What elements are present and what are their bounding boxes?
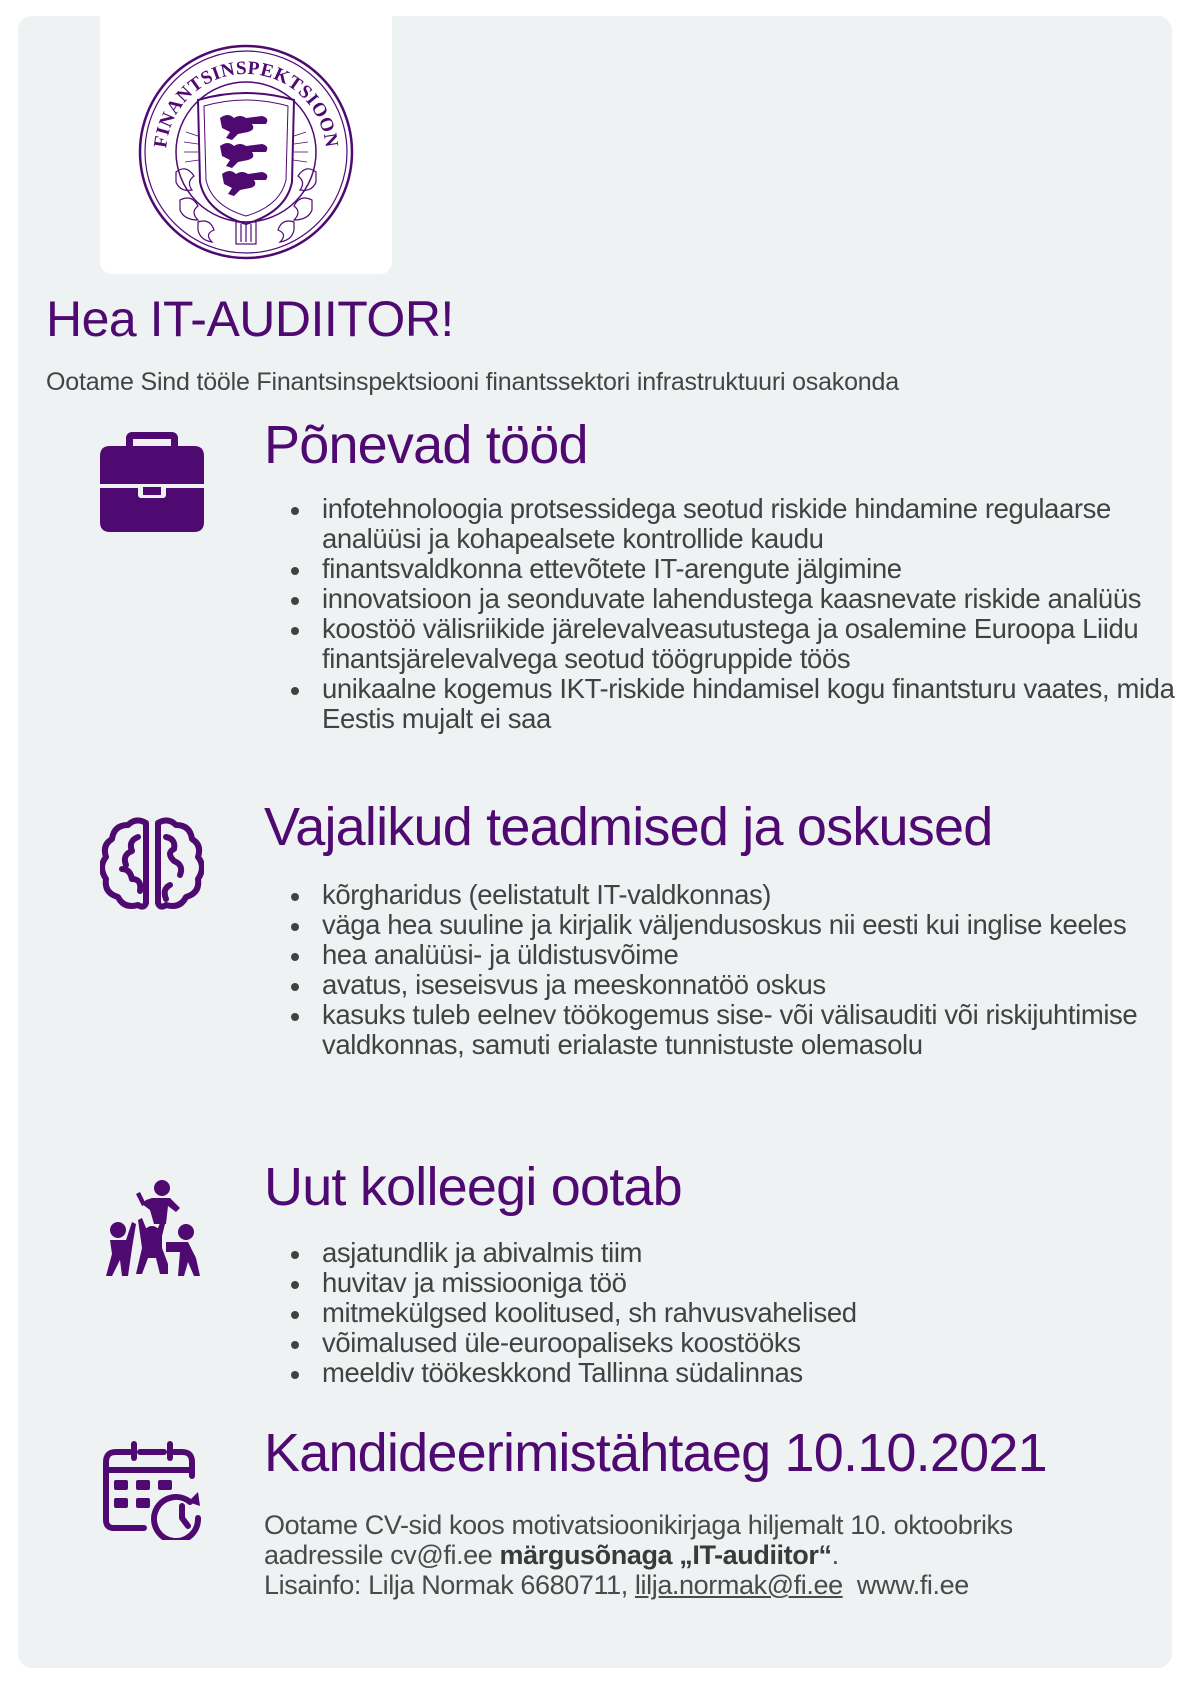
address-text: aadressile cv@fi.ee <box>264 1540 500 1570</box>
list-item: koostöö välisriikide järelevalveasutustega ja osalemine Euroopa Liidu finantsjärelevalvega seotud töögruppide töös <box>322 614 1182 674</box>
list-item: mitmekülgsed koolitused, sh rahvusvahelised <box>322 1298 1182 1328</box>
section-heading-interesting-work: Põnevad tööd <box>264 415 588 475</box>
section-icon-container <box>100 1176 204 1276</box>
list-item: innovatsioon ja seonduvate lahendustega kaasnevate riskide analüüs <box>322 584 1182 614</box>
finantsinspektsioon-seal-icon <box>136 42 356 262</box>
briefcase-icon <box>100 432 204 532</box>
contact-person-text: Lisainfo: Lilja Normak 6680711, <box>264 1570 635 1600</box>
page-title: Hea IT-AUDIITOR! <box>46 291 454 347</box>
keyword-text: märgusõnaga „IT-audiitor“ <box>499 1540 832 1570</box>
section-icon-container <box>100 1440 204 1540</box>
required-skills-list <box>264 880 1190 1060</box>
deadline-description <box>264 1510 1013 1600</box>
list-item: finantsvaldkonna ettevõtete IT-arengute jälgimine <box>322 554 1182 584</box>
list-item: väga hea suuline ja kirjalik väljendusoskus nii eesti kui inglise keeles <box>322 910 1190 940</box>
list-item: unikaalne kogemus IKT-riskide hindamisel kogu finantsturu vaates, mida Eestis mujalt ei saa <box>322 674 1182 734</box>
calendar-clock-icon <box>100 1440 204 1540</box>
section-heading-deadline: Kandideerimistähtaeg 10.10.2021 <box>264 1423 1047 1483</box>
deadline-line-1: Ootame CV-sid koos motivatsioonikirjaga hiljemalt 10. oktoobriks <box>264 1510 1013 1540</box>
brain-icon <box>100 815 204 915</box>
seal-ring-text: FINANTSINSPEKTSIOON <box>150 57 342 150</box>
contact-email-link[interactable]: lilja.normak@fi.ee <box>634 1570 843 1600</box>
section-icon-container <box>100 432 204 532</box>
team-people-icon <box>100 1176 204 1276</box>
section-heading-required-skills: Vajalikud teadmised ja oskused <box>264 797 993 857</box>
period-text: . <box>831 1540 839 1570</box>
deadline-line-3 <box>264 1570 1013 1600</box>
section-icon-container <box>100 815 204 915</box>
page-subtitle: Ootame Sind tööle Finantsinspektsiooni finantssektori infrastruktuuri osakonda <box>46 368 899 396</box>
list-item: kõrgharidus (eelistatult IT-valdkonnas) <box>322 880 1190 910</box>
section-heading-colleague-benefits: Uut kolleegi ootab <box>264 1157 682 1217</box>
list-item: kasuks tuleb eelnev töökogemus sise- või välisauditi või riskijuhtimise valdkonnas, samuti erialaste tunnistuste olemasolu <box>322 1000 1190 1060</box>
deadline-line-2 <box>264 1540 1013 1570</box>
list-item: hea analüüsi- ja üldistusvõime <box>322 940 1190 970</box>
list-item: asjatundlik ja abivalmis tiim <box>322 1238 1182 1268</box>
logo-container <box>100 16 392 274</box>
list-item: infotehnoloogia protsessidega seotud riskide hindamine regulaarse analüüsi ja kohapealsete kontrollide kaudu <box>322 494 1182 554</box>
colleague-benefits-list <box>264 1238 1182 1388</box>
list-item: avatus, iseseisvus ja meeskonnatöö oskus <box>322 970 1190 1000</box>
list-item: huvitav ja missiooniga töö <box>322 1268 1182 1298</box>
list-item: võimalused üle-euroopaliseks koostööks <box>322 1328 1182 1358</box>
list-item: meeldiv töökeskkond Tallinna südalinnas <box>322 1358 1182 1388</box>
interesting-work-list <box>264 494 1182 734</box>
website-text[interactable]: www.fi.ee <box>856 1570 969 1600</box>
